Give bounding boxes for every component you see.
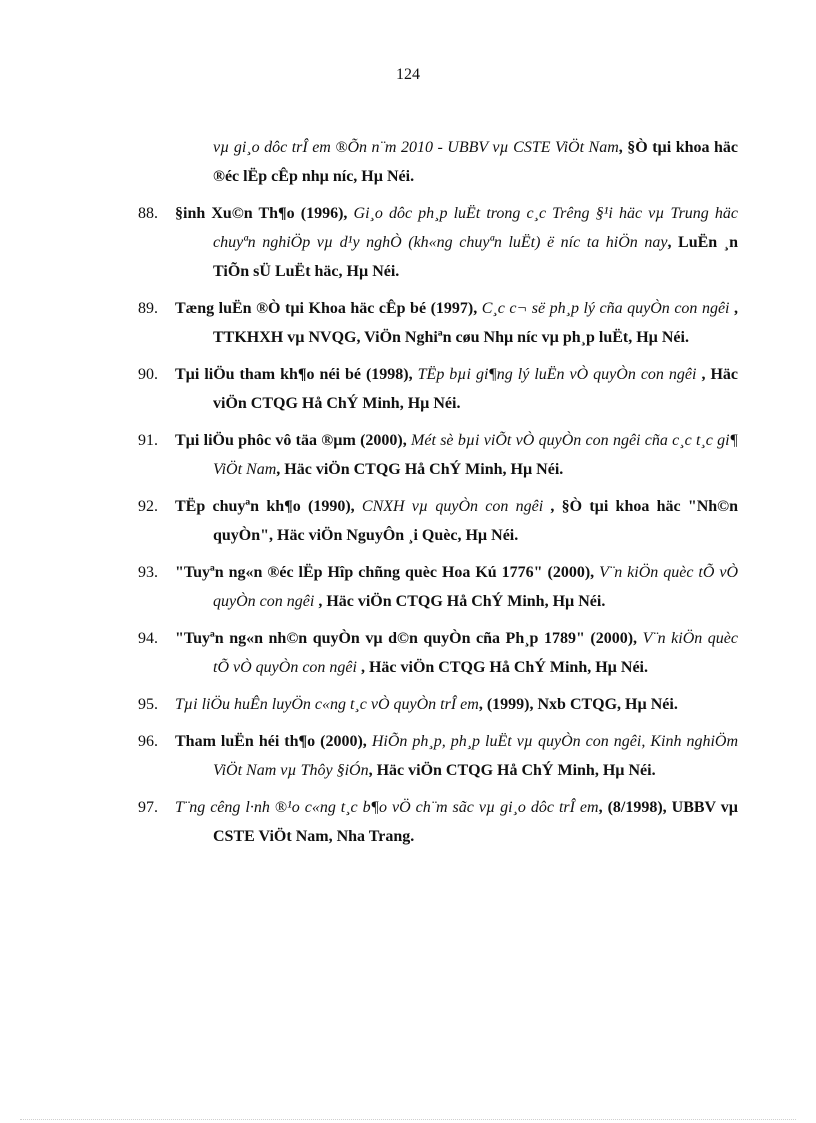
reference-number: 88. [138,205,158,222]
reference-publisher: , LuËn ¸n TiÕn sÜ LuËt häc, Hµ Néi. [213,234,738,280]
reference-number: 91. [138,432,158,449]
reference-author: TËp chuyªn kh¶o (1990), [175,498,362,515]
reference-number: 90. [138,366,158,383]
reference-publisher: , Häc viÖn CTQG Hå ChÝ Minh, Hµ Néi. [356,659,648,676]
reference-item [0,793,816,851]
reference-body [175,558,738,616]
reference-body [175,360,738,418]
reference-body [175,294,738,352]
reference-number: 96. [138,733,158,750]
reference-body [175,133,738,191]
reference-title: Mét sè bµi viÕt vÒ quyÒn con ngêi cña c¸c t¸c gi¶ ViÖt Nam [213,432,738,478]
reference-body [175,492,738,550]
reference-author: Tæng luËn ®Ò tµi Khoa häc cÊp bé (1997), [175,300,482,317]
reference-author: Tµi liÖu phôc vô täa ®µm (2000), [175,432,412,449]
reference-title: vµ gi¸o dôc trÎ em ®Õn n¨m 2010 - UBBV vµ CSTE ViÖt Nam [213,139,619,156]
reference-publisher: , Häc viÖn CTQG Hå ChÝ Minh, Hµ Néi. [368,762,656,779]
page-number: 124 [396,66,420,83]
reference-publisher: , (1999), Nxb CTQG, Hµ Néi. [478,696,678,713]
reference-body [175,199,738,286]
reference-body [175,426,738,484]
reference-body [175,793,738,851]
reference-publisher: , §Ò tµi khoa häc "Nh©n quyÒn", Häc viÖn NguyÔn ¸i Quèc, Hµ Néi. [213,498,739,544]
reference-publisher: , (8/1998), UBBV vµ CSTE ViÖt Nam, Nha Trang. [213,799,738,845]
reference-list [0,133,816,859]
reference-title: HiÕn ph¸p, ph¸p luËt vµ quyÒn con ngêi, Kinh nghiÖm ViÖt Nam vµ Thôy §iÓn [213,733,739,779]
reference-publisher: , Häc viÖn CTQG Hå ChÝ Minh, Hµ Néi. [314,593,606,610]
reference-number: 94. [138,630,158,647]
reference-item [0,199,816,286]
reference-item [0,426,816,484]
reference-body [175,690,738,719]
page-bottom-divider [20,1119,796,1120]
reference-number: 92. [138,498,158,515]
reference-publisher: , Häc viÖn CTQG Hå ChÝ Minh, Hµ Néi. [213,366,739,412]
reference-item [0,492,816,550]
reference-continuation [0,133,816,191]
reference-publisher: , TTKHXH vµ NVQG, ViÖn Nghiªn cøu Nhµ níc vµ ph¸p luËt, Hµ Néi. [213,300,738,346]
reference-number: 95. [138,696,158,713]
reference-title: Tµi liÖu huÊn luyÖn c«ng t¸c vÒ quyÒn trÎ em [175,696,479,713]
reference-item [0,294,816,352]
reference-author: "Tuyªn ng«n ®éc lËp Hîp chñng quèc Hoa Kú 1776" (2000), [175,564,600,581]
reference-item [0,690,816,719]
reference-title: T¨ng cêng l·nh ®¹o c«ng t¸c b¶o vÖ ch¨m sãc vµ gi¸o dôc trÎ em [175,799,599,816]
reference-publisher: , Häc viÖn CTQG Hå ChÝ Minh, Hµ Néi. [276,461,564,478]
reference-title: C¸c c¬ së ph¸p lý cña quyÒn con ngêi [481,300,730,317]
reference-number: 97. [138,799,158,816]
reference-author: Tham luËn héi th¶o (2000), [175,733,372,750]
reference-item [0,727,816,785]
reference-body [175,727,738,785]
reference-author: §inh Xu©n Th¶o (1996), [175,205,354,222]
reference-author: Tµi liÖu tham kh¶o néi bé (1998), [175,366,418,383]
reference-item [0,558,816,616]
reference-item [0,360,816,418]
reference-number: 89. [138,300,158,317]
reference-publisher: , §Ò tµi khoa häc ®éc lËp cÊp nhµ níc, Hµ Néi. [213,139,739,185]
reference-author: "Tuyªn ng«n nh©n quyÒn vµ d©n quyÒn cña Ph¸p 1789" (2000), [175,630,643,647]
reference-number: 93. [138,564,158,581]
reference-body [175,624,738,682]
reference-title: TËp bµi gi¶ng lý luËn vÒ quyÒn con ngêi [417,366,697,383]
reference-title: Gi¸o dôc ph¸p luËt trong c¸c Trêng §¹i häc vµ Trung häc chuyªn nghiÖp vµ d¹y nghÒ (kh«ng chuyªn luËt) ë níc ta hiÖn nay [213,205,739,251]
reference-title: V¨n kiÖn quèc tÕ vÒ quyÒn con ngêi [213,630,739,676]
reference-title: CNXH vµ quyÒn con ngêi [361,498,544,515]
reference-item [0,624,816,682]
reference-title: V¨n kiÖn quèc tÕ vÒ quyÒn con ngêi [213,564,739,610]
